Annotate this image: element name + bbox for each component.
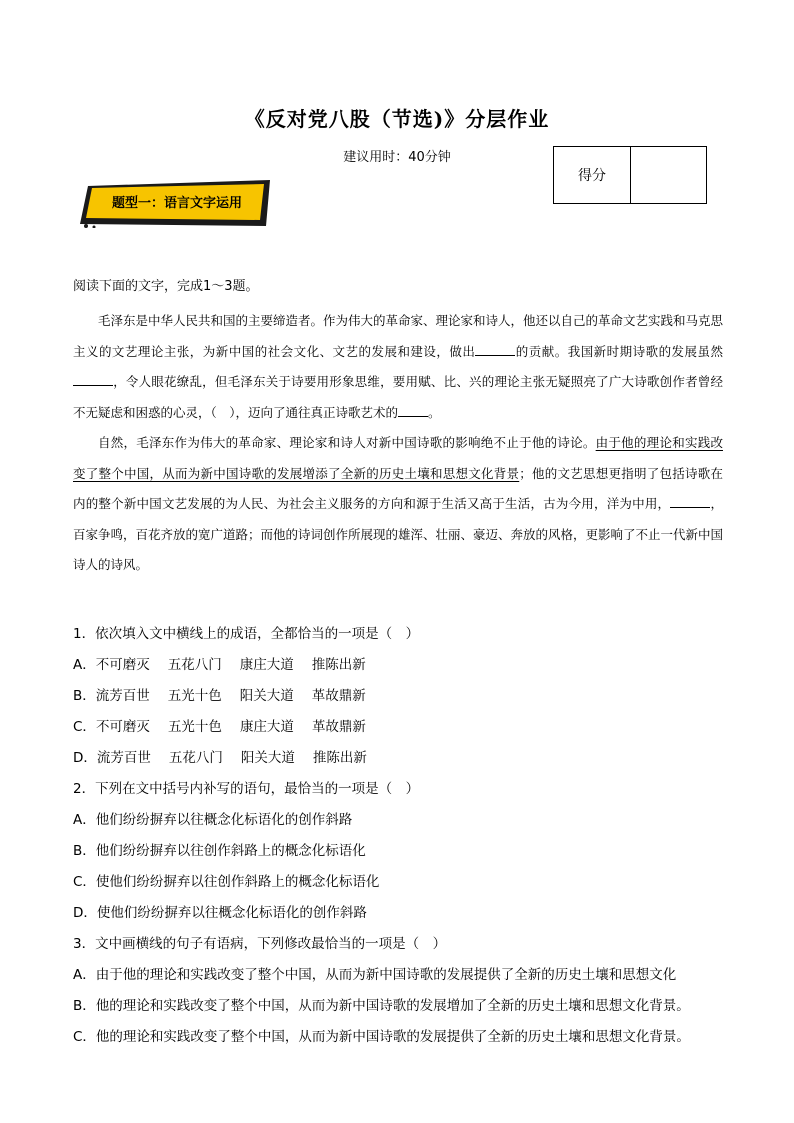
passage-text: ，百家争鸣，百花齐放的宽广道路；而他的诗词创作所展现的雄浑、壮丽、豪迈、奔放的风格，更影响了不止一代新中国诗人的诗风。 (73, 496, 724, 572)
option-word: 康庄大道 (239, 719, 294, 735)
reading-instruction: 阅读下面的文字，完成1～3题。 (73, 279, 259, 294)
question-2-option-c[interactable]: C．使他们纷纷摒弃以往创作斜路上的概念化标语化 (73, 874, 380, 890)
fill-blank-4[interactable] (670, 493, 710, 508)
underlined-sentence: 由于他的理论和实践改变了整个中国，从而为新中国诗歌的发展增添了全新的历史土壤和思想文化背景 (73, 435, 723, 481)
option-word: 五花八门 (167, 657, 222, 673)
passage-text: ，令人眼花缭乱，但毛泽东关于诗要用形象思维，要用赋、比、兴的理论主张无疑照亮了广大诗歌创作者曾经不无疑虑和困惑的心灵，（ ），迈向了通往真正诗歌艺术的 (73, 374, 723, 420)
question-3-option-a[interactable]: A．由于他的理论和实践改变了整个中国，从而为新中国诗歌的发展提供了全新的历史土壤和思想文化 (73, 967, 677, 983)
fill-blank-1[interactable] (475, 341, 515, 356)
option-letter: C． (73, 719, 96, 735)
page-title: 《反对党八股（节选)》分层作业 (244, 107, 550, 131)
reading-passage (73, 306, 723, 581)
option-letter: D． (73, 750, 97, 766)
question-1-stem: 1．依次填入文中横线上的成语，全都恰当的一项是（ ） (73, 626, 420, 642)
question-1-option-d[interactable] (73, 746, 385, 766)
passage-paragraph-1 (73, 306, 723, 428)
question-2-option-a[interactable]: A．他们纷纷摒弃以往概念化标语化的创作斜路 (73, 812, 353, 828)
option-word: 革故鼎新 (311, 688, 366, 704)
option-word: 革故鼎新 (311, 719, 366, 735)
option-word: 流芳百世 (95, 688, 150, 704)
fill-blank-2[interactable] (73, 371, 113, 386)
option-letter: A． (73, 657, 96, 673)
question-1-option-a[interactable] (73, 653, 384, 673)
score-label: 得分 (554, 147, 631, 203)
question-1-option-c[interactable] (73, 715, 384, 735)
option-word: 阳关大道 (239, 688, 294, 704)
question-3-option-c[interactable]: C．他的理论和实践改变了整个中国，从而为新中国诗歌的发展提供了全新的历史土壤和思想文化背景。 (73, 1029, 690, 1045)
question-2-option-d[interactable]: D．使他们纷纷摒弃以往概念化标语化的创作斜路 (73, 905, 367, 921)
passage-text: 自然，毛泽东作为伟大的革命家、理论家和诗人对新中国诗歌的影响绝不止于他的诗论。 (98, 435, 596, 450)
passage-text: 毛泽东是中华人民共和国的主要缔造者。作为伟大的革命家、理论家和诗人，他还以自己的革命文艺实践和马克思主义的文艺理论主张，为新中国的社会文化、文艺的发展和建设，做出 (73, 313, 724, 359)
option-word: 五光十色 (167, 688, 222, 704)
option-word: 不可磨灭 (95, 719, 150, 735)
option-word: 推陈出新 (312, 750, 367, 766)
suggested-time: 建议用时：40分钟 (343, 150, 451, 165)
option-word: 五光十色 (167, 719, 222, 735)
passage-text: ；他的文艺思想更指明了包括诗歌在内的整个新中国文艺发展的为人民、为社会主义服务的方向和源于生活又高于生活，古为今用，洋为中用， (73, 465, 723, 511)
question-3-stem: 3．文中画横线的句子有语病，下列修改最恰当的一项是（ ） (73, 936, 447, 952)
section-banner-label: 题型一：语言文字运用 (112, 196, 243, 211)
passage-text: 的贡献。我国新时期诗歌的发展虽然 (515, 343, 723, 359)
option-word: 流芳百世 (96, 750, 151, 766)
passage-text: 。 (428, 404, 441, 420)
question-1-option-b[interactable] (73, 684, 384, 704)
option-word: 不可磨灭 (95, 657, 150, 673)
option-word: 推陈出新 (311, 657, 366, 673)
score-value-cell[interactable] (631, 147, 706, 203)
option-word: 康庄大道 (239, 657, 294, 673)
passage-paragraph-2 (73, 428, 723, 581)
option-word: 五花八门 (168, 750, 223, 766)
question-2-option-b[interactable]: B．他们纷纷摒弃以往创作斜路上的概念化标语化 (73, 843, 366, 859)
option-letter: B． (73, 688, 96, 704)
option-word: 阳关大道 (240, 750, 295, 766)
question-3-option-b[interactable]: B．他的理论和实践改变了整个中国，从而为新中国诗歌的发展增加了全新的历史土壤和思想文化背景。 (73, 998, 690, 1014)
score-box (553, 146, 707, 204)
question-2-stem: 2．下列在文中括号内补写的语句，最恰当的一项是（ ） (73, 781, 420, 797)
fill-blank-3[interactable] (398, 402, 428, 417)
